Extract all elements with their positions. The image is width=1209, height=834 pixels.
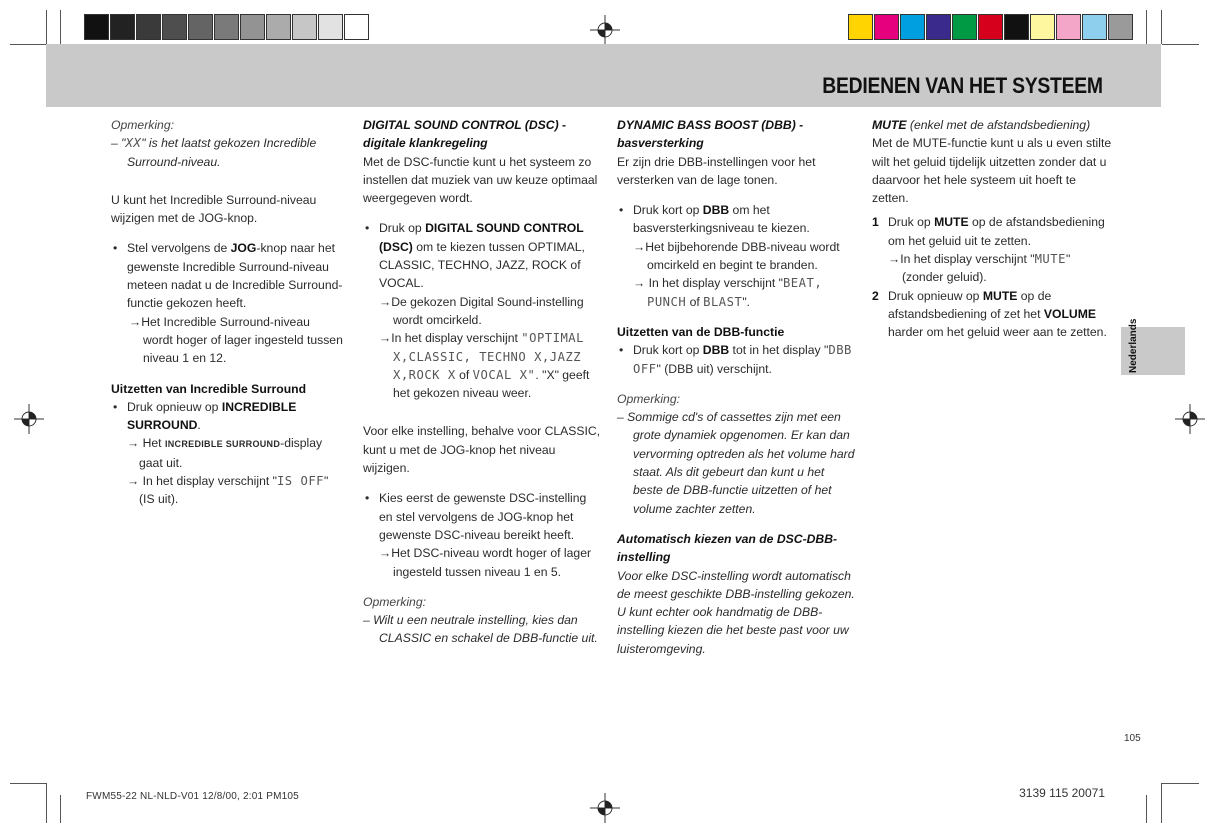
paragraph: U kunt het Incredible Surround-niveau wijzigen met de JOG-knop. [111,192,317,226]
arrow-item: → Het INCREDIBLE SURROUND-display gaat uit. [127,436,323,470]
crop-mark-top-right-v [1161,10,1162,44]
color-swatch [1056,14,1081,40]
bullet-item: • Kies eerst de gewenste DSC-instelling en stel vervolgens de JOG-knop het gewenste DSC-niveau bereikt heeft. [363,489,603,544]
section-heading: DIGITAL SOUND CONTROL (DSC) - [363,118,567,132]
arrow-item: → In het display verschijnt "IS OFF" (IS uit). [127,474,329,507]
note-label: Opmerking: [363,594,426,609]
arrow-item: →Het Incredible Surround-niveau wordt hoger of lager ingesteld tussen niveau 1 en 12. [129,314,343,366]
paragraph: Met de DSC-functie kunt u het systeem zo instellen dat muziek van uw keuze optimaal weergegeven wordt. [363,154,598,206]
section-heading-cont: basversterking [617,136,704,151]
grayscale-swatch [188,14,213,40]
grayscale-swatch [136,14,161,40]
color-swatch [1108,14,1133,40]
column-1 [111,116,343,509]
crop-mark-top-left-h [10,44,46,45]
bullet-item: • Druk kort op DBB tot in het display "DBB OFF" (DBB uit) verschijnt. [617,341,857,378]
grayscale-swatch [162,14,187,40]
numbered-item: 1 Druk op MUTE op de afstandsbediening om het geluid uit te zetten. [872,215,1105,248]
section-heading: Uitzetten van Incredible Surround [111,381,307,396]
crop-mark-bottom-left-h [10,783,46,784]
grayscale-swatch [318,14,343,40]
page-title: BEDIENEN VAN HET SYSTEEM [822,73,1103,98]
color-swatch [874,14,899,40]
section-heading-cont: instelling [617,550,671,565]
column-2 [363,116,603,648]
section-heading-cont: digitale klankregeling [363,136,488,151]
section-heading: MUTE (enkel met de afstandsbediening) [872,118,1091,132]
crop-mark-bottom-left-v2 [60,795,61,823]
footer-file-info: FWM55-22 NL-NLD-V01 12/8/00, 2:01 PM105 [86,791,299,802]
grayscale-swatch [240,14,265,40]
crop-mark-bottom-left-v [46,783,47,823]
crop-mark-bottom-right-h [1162,783,1199,784]
footer-part-number: 3139 115 20071 [1019,786,1105,800]
crop-mark-top-right-h [1162,44,1199,45]
header-band [46,44,1161,107]
grayscale-swatch [110,14,135,40]
language-tab-label: Nederlands [1128,318,1139,373]
color-swatch [848,14,873,40]
arrow-item: →In het display verschijnt "MUTE" (zonder geluid). [888,252,1071,285]
arrow-item: →Het bijbehorende DBB-niveau wordt omcirkeld en begint te branden. [633,239,840,273]
crop-mark-top-left-v [46,10,47,44]
paragraph: Er zijn drie DBB-instellingen voor het versterken van de lage tonen. [617,154,816,187]
section-heading: Uitzetten van de DBB-functie [617,324,785,339]
page-number: 105 [1124,733,1141,744]
bullet-item: • Stel vervolgens de JOG-knop naar het gewenste Incredible Surround-niveau meteen nadat u de Incredible Surround-functie gekozen heeft. [111,239,343,312]
crop-mark-bottom-right-v2 [1146,795,1147,823]
grayscale-swatch [292,14,317,40]
note-text-cont: Surround-niveau. [127,154,221,169]
color-swatch [1004,14,1029,40]
grayscale-bars [84,14,370,40]
column-4 [872,116,1112,342]
color-swatch [926,14,951,40]
registration-mark-top-icon [590,15,620,45]
color-swatch [900,14,925,40]
crop-mark-top-right-v2 [1146,10,1147,44]
color-swatch [1082,14,1107,40]
arrow-item: →Het DSC-niveau wordt hoger of lager ingesteld tussen niveau 1 en 5. [379,546,592,579]
column-3 [617,116,857,658]
note-text: – "XX" is het laatst gekozen Incredible [111,136,317,151]
color-swatch [952,14,977,40]
note-text: – Wilt u een neutrale instelling, kies dan CLASSIC en schakel de DBB-functie uit. [363,613,598,646]
color-swatch [1030,14,1055,40]
crop-mark-bottom-right-v [1161,783,1162,823]
note-label: Opmerking: [617,391,680,406]
grayscale-swatch [344,14,369,40]
color-bars [848,14,1134,40]
bullet-item: • Druk op DIGITAL SOUND CONTROL (DSC) om te kiezen tussen OPTIMAL, CLASSIC, TECHNO, JAZZ, ROCK of VOCAL. [363,219,603,292]
registration-mark-bottom-icon [590,793,620,823]
note-label: Opmerking: [111,118,174,132]
paragraph: Voor elke DSC-instelling wordt automatisch de meest geschikte DBB-instelling gekozen. U kunt echter ook handmatig de DBB-instelling kiezen die het beste past voor uw luisteromgeving. [617,568,855,656]
color-swatch [978,14,1003,40]
arrow-item: →De gekozen Digital Sound-instelling wordt omcirkeld. [379,294,584,327]
grayscale-swatch [266,14,291,40]
bullet-item: • Druk opnieuw op INCREDIBLE SURROUND. [111,398,343,435]
paragraph: Voor elke instelling, behalve voor CLASSIC, kunt u met de JOG-knop het niveau wijzigen. [363,424,601,476]
arrow-item: → In het display verschijnt "BEAT, PUNCH of BLAST". [633,276,823,309]
paragraph: Met de MUTE-functie kunt u als u even stilte wilt het geluid tijdelijk uitzetten zonder dat u daarvoor het hele systeem uit hoeft te zetten. [872,136,1112,206]
section-heading: Automatisch kiezen van de DSC-DBB- [617,531,838,546]
section-heading: DYNAMIC BASS BOOST (DBB) - [617,118,804,132]
note-text: – Sommige cd's of cassettes zijn met een grote dynamiek opgenomen. Er kan dan vervorming optreden als het volume hard staat. Als dit gebeurt dan kunt u het beste de DBB-functie uitzetten of het volume zachter zetten. [617,410,855,516]
registration-mark-left-icon [14,404,44,434]
grayscale-swatch [214,14,239,40]
bullet-item: • Druk kort op DBB om het basversterkingsniveau te kiezen. [617,201,857,238]
numbered-item: 2 Druk opnieuw op MUTE op de afstandsbediening of zet het VOLUME harder om het geluid weer aan te zetten. [872,288,1107,340]
arrow-item: →In het display verschijnt "OPTIMAL X,CLASSIC, TECHNO X,JAZZ X,ROCK X of VOCAL X". "X" geeft het gekozen niveau weer. [379,331,590,401]
crop-mark-top-left-v2 [60,10,61,44]
grayscale-swatch [84,14,109,40]
registration-mark-right-icon [1175,404,1205,434]
